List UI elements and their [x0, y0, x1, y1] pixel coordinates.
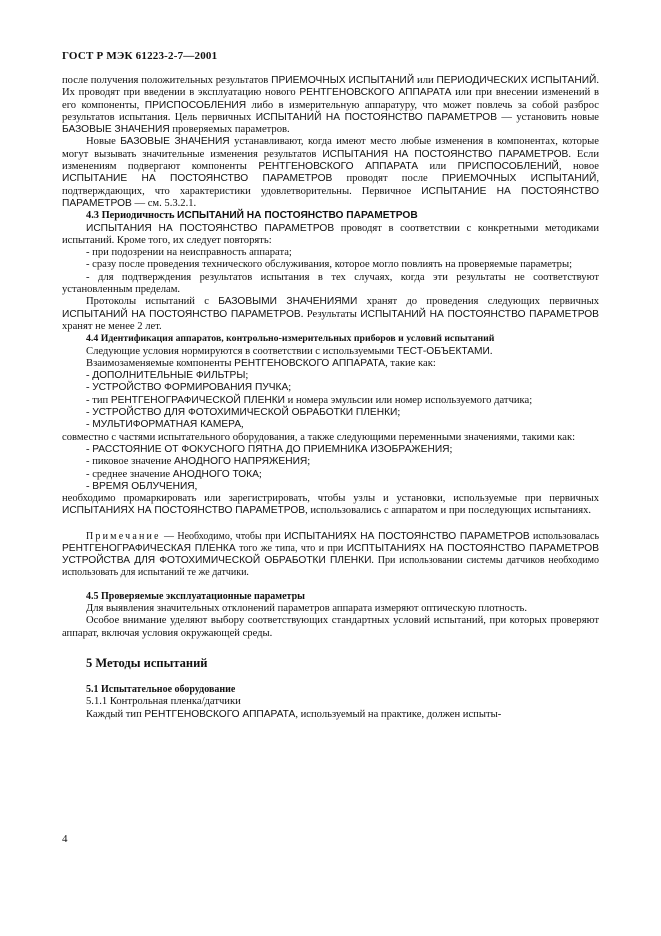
text-run: среднее значение	[92, 468, 173, 480]
paragraph	[62, 296, 599, 333]
list-item: - среднее значение АНОДНОГО ТОКА;	[86, 468, 262, 480]
paragraph	[62, 346, 599, 358]
text-run: проверяемых параметров.	[169, 124, 290, 136]
paragraph: Особое внимание уделяют выбору соответствующих стандартных условий испытаний, при которых проверяют аппарат, включая условия окружающей среды.	[62, 615, 599, 639]
paragraph	[62, 493, 599, 518]
note-block	[62, 531, 599, 579]
paragraph: совместно с частями испытательного оборудования, а также следующими переменными значениями, такими как:	[62, 431, 576, 443]
term: РЕНТГЕНОГРАФИЧЕСКОЙ ПЛЕНКИ	[110, 394, 285, 406]
term: ИСПТЫТАНИЯХ НА ПОСТОЯНСТВО ПАРАМЕТРОВ УСТРОЙСТВА ДЛЯ ФОТОХИМИЧЕСКОЙ ОБРАБОТКИ ПЛЕНКИ	[62, 542, 599, 566]
term: БАЗОВЫЕ ЗНАЧЕНИЯ	[120, 136, 230, 148]
term: ИСПЫТАНИЯХ НА ПОСТОЯНСТВО ПАРАМЕТРОВ	[62, 505, 306, 517]
term: БАЗОВЫМИ ЗНАЧЕНИЯМИ	[218, 296, 358, 308]
text-run: , новое	[558, 161, 599, 173]
paragraph	[62, 223, 599, 248]
list-item: - МУЛЬТИФОРМАТНАЯ КАМЕРА,	[86, 419, 244, 431]
text-run: , подтверждающих, что характеристики удовлетворительны. Первичное	[62, 173, 599, 197]
paragraph	[62, 709, 599, 721]
term: ИСПЫТАНИЯХ НА ПОСТОЯНСТВО ПАРАМЕТРОВ	[284, 530, 530, 542]
section-heading-5-1-1: 5.1.1 Контрольная пленка/датчики	[86, 696, 241, 708]
term: ТЕСТ-ОБЪЕКТАМИ	[396, 345, 490, 357]
text-run: , используемый на практике, должен испыты-	[295, 708, 502, 720]
text-run: или при внесении изменений в его компоненты,	[62, 87, 599, 111]
text-run: тип	[92, 394, 111, 406]
text-run: Протоколы испытаний с	[86, 296, 219, 308]
term: ИСПЫТАНИЙ НА ПОСТОЯНСТВО ПАРАМЕТРОВ	[255, 111, 498, 123]
list-item: - тип РЕНТГЕНОГРАФИЧЕСКОЙ ПЛЕНКИ и номера эмульсии или номер используемого датчика;	[86, 394, 533, 406]
paragraph	[62, 358, 599, 370]
text-run: либо в измерительную аппаратуру, что может повлечь за собой разброс результатов испытания. Цель первичных	[62, 99, 599, 123]
paragraph: Для выявления значительных отклонений параметров аппарата измеряют оптическую плотность.	[86, 602, 528, 614]
text-run: . Если изменениям подвергают компоненты	[62, 148, 600, 173]
document-header: ГОСТ Р МЭК 61223-2-7—2001	[62, 50, 218, 62]
text-run: хранят до проведения следующих первичных	[357, 296, 599, 308]
document-body	[62, 75, 599, 721]
term: ИСПЫТАНИЙ НА ПОСТОЯНСТВО ПАРАМЕТРОВ	[62, 308, 301, 320]
text-run: , использовались с аппаратом и при последующих испытаниях.	[305, 505, 592, 517]
text-run: того же типа, что и при	[235, 542, 347, 554]
term: ИСПЫТАНИЕ НА ПОСТОЯНСТВО ПАРАМЕТРОВ	[62, 173, 333, 185]
text-run: или	[414, 75, 437, 86]
term: РЕНТГЕНОВСКОГО АППАРАТА	[299, 87, 452, 99]
term: ДОПОЛНИТЕЛЬНЫЕ ФИЛЬТРЫ	[92, 370, 246, 382]
term: ИСПЫТАНИЕ НА ПОСТОЯНСТВО ПАРАМЕТРОВ	[62, 185, 600, 209]
list-item: - для подтверждения результатов испытания в тех случаях, когда эти результаты не соответствуют установленным пределам.	[62, 271, 599, 296]
section-heading-5-1: 5.1 Испытательное оборудование	[86, 684, 236, 696]
text-run: после получения положительных результатов	[62, 75, 272, 86]
term: ПРИЕМОЧНЫХ ИСПЫТАНИЙ	[271, 75, 415, 86]
text-run: и номера эмульсии или номер используемого датчика;	[284, 394, 533, 406]
text-run: Взаимозаменяемые компоненты	[86, 357, 235, 369]
text-run: Следующие условия нормируются в соответствии с используемыми	[86, 345, 397, 357]
list-item: - УСТРОЙСТВО ФОРМИРОВАНИЯ ПУЧКА;	[86, 382, 292, 394]
note-label: Примечание	[86, 530, 161, 542]
section-heading-5: 5 Методы испытаний	[86, 655, 208, 670]
term: ПРИСПОСОБЛЕНИЯ	[144, 99, 247, 111]
text-run: использовалась	[529, 530, 599, 542]
text-run: проводят после	[332, 173, 442, 185]
text-run: — Необходимо, чтобы при	[160, 530, 285, 542]
text-run: . Результаты	[300, 308, 361, 320]
text-run: Новые	[86, 136, 121, 148]
list-item: - ДОПОЛНИТЕЛЬНЫЕ ФИЛЬТРЫ;	[86, 370, 249, 382]
page-number: 4	[62, 833, 68, 845]
text-run: пиковое значение	[92, 456, 174, 468]
term: РЕНТГЕНОВСКОГО АППАРАТА	[144, 708, 296, 720]
text-run: — см. 5.3.2.1.	[131, 197, 197, 209]
text-run: . При использовании системы датчиков необходимо использовать для испытаний те же датчики.	[62, 554, 599, 578]
text-run: устанавливают, когда имеют место любые изменения в компонентах, которые могут вызывать значительные изменения результатов	[62, 136, 599, 160]
term: АНОДНОГО НАПРЯЖЕНИЯ	[174, 456, 308, 468]
term: РАССТОЯНИЕ ОТ ФОКУСНОГО ПЯТНА ДО ПРИЕМНИКА ИЗОБРАЖЕНИЯ	[92, 443, 450, 455]
paragraph-continuation	[62, 75, 599, 136]
text-run: необходимо промаркировать или зарегистрировать, чтобы узлы и установки, используемые при первичных	[62, 493, 599, 505]
term: ПРИСПОСОБЛЕНИЙ	[457, 161, 559, 173]
text-run: , такие как:	[385, 357, 436, 369]
term: АНОДНОГО ТОКА	[172, 468, 259, 480]
text-run: .	[489, 345, 493, 357]
text-run: хранят не менее 2 лет.	[62, 320, 162, 332]
term: ПРИЕМОЧНЫХ ИСПЫТАНИЙ	[441, 173, 597, 185]
list-item: - УСТРОЙСТВО ДЛЯ ФОТОХИМИЧЕСКОЙ ОБРАБОТКИ ПЛЕНКИ;	[86, 407, 401, 419]
term: ИСПЫТАНИЯ НА ПОСТОЯНСТВО ПАРАМЕТРОВ	[86, 222, 335, 234]
term: ИСПЫТАНИЙ НА ПОСТОЯНСТВО ПАРАМЕТРОВ	[177, 210, 418, 222]
term: ПЕРИОДИЧЕСКИХ ИСПЫТАНИЙ	[436, 75, 597, 86]
section-heading-4-3	[62, 210, 599, 222]
paragraph-new-baseline	[62, 136, 599, 210]
list-item: - РАССТОЯНИЕ ОТ ФОКУСНОГО ПЯТНА ДО ПРИЕМНИКА ИЗОБРАЖЕНИЯ;	[86, 443, 453, 455]
section-heading-4-5: 4.5 Проверяемые эксплуатационные параметры	[86, 590, 305, 602]
term: УСТРОЙСТВО ДЛЯ ФОТОХИМИЧЕСКОЙ ОБРАБОТКИ ПЛЕНКИ	[92, 407, 398, 419]
section-number: 4.3	[86, 210, 99, 222]
text-run: . Их проводят при введении в эксплуатацию нового	[62, 75, 599, 99]
term: МУЛЬТИФОРМАТНАЯ КАМЕРА	[92, 419, 242, 431]
text-run: или	[418, 161, 458, 173]
text-run: проводят в соответствии с конкретными методиками испытаний. Кроме того, их следует повторять:	[62, 222, 599, 246]
list-item: - при подозрении на неисправность аппарата;	[86, 247, 292, 259]
term: УСТРОЙСТВО ФОРМИРОВАНИЯ ПУЧКА	[92, 382, 289, 394]
section-heading-4-4: 4.4 Идентификация аппаратов, контрольно-измерительных приборов и условий испытаний	[86, 333, 495, 345]
term: ИСПЫТАНИЯ НА ПОСТОЯНСТВО ПАРАМЕТРОВ	[322, 148, 569, 160]
term: ВРЕМЯ ОБЛУЧЕНИЯ	[92, 480, 195, 492]
term: РЕНТГЕНОВСКОГО АППАРАТА	[234, 357, 386, 369]
text-run: Периодичность	[99, 210, 178, 222]
text-run: — установить новые	[497, 111, 600, 123]
text-run: Каждый тип	[86, 708, 145, 720]
term: РЕНТГЕНОГРАФИЧЕСКАЯ ПЛЕНКА	[62, 542, 236, 554]
list-item: - ВРЕМЯ ОБЛУЧЕНИЯ,	[86, 480, 198, 492]
term: РЕНТГЕНОВСКОГО АППАРАТА	[258, 161, 419, 173]
term: ИСПЫТАНИЙ НА ПОСТОЯНСТВО ПАРАМЕТРОВ	[360, 308, 599, 320]
term: БАЗОВЫЕ ЗНАЧЕНИЯ	[62, 124, 170, 136]
list-item: - пиковое значение АНОДНОГО НАПРЯЖЕНИЯ;	[86, 456, 311, 468]
list-item: - сразу после проведения технического обслуживания, которое могло повлиять на проверяемые параметры;	[86, 259, 573, 271]
